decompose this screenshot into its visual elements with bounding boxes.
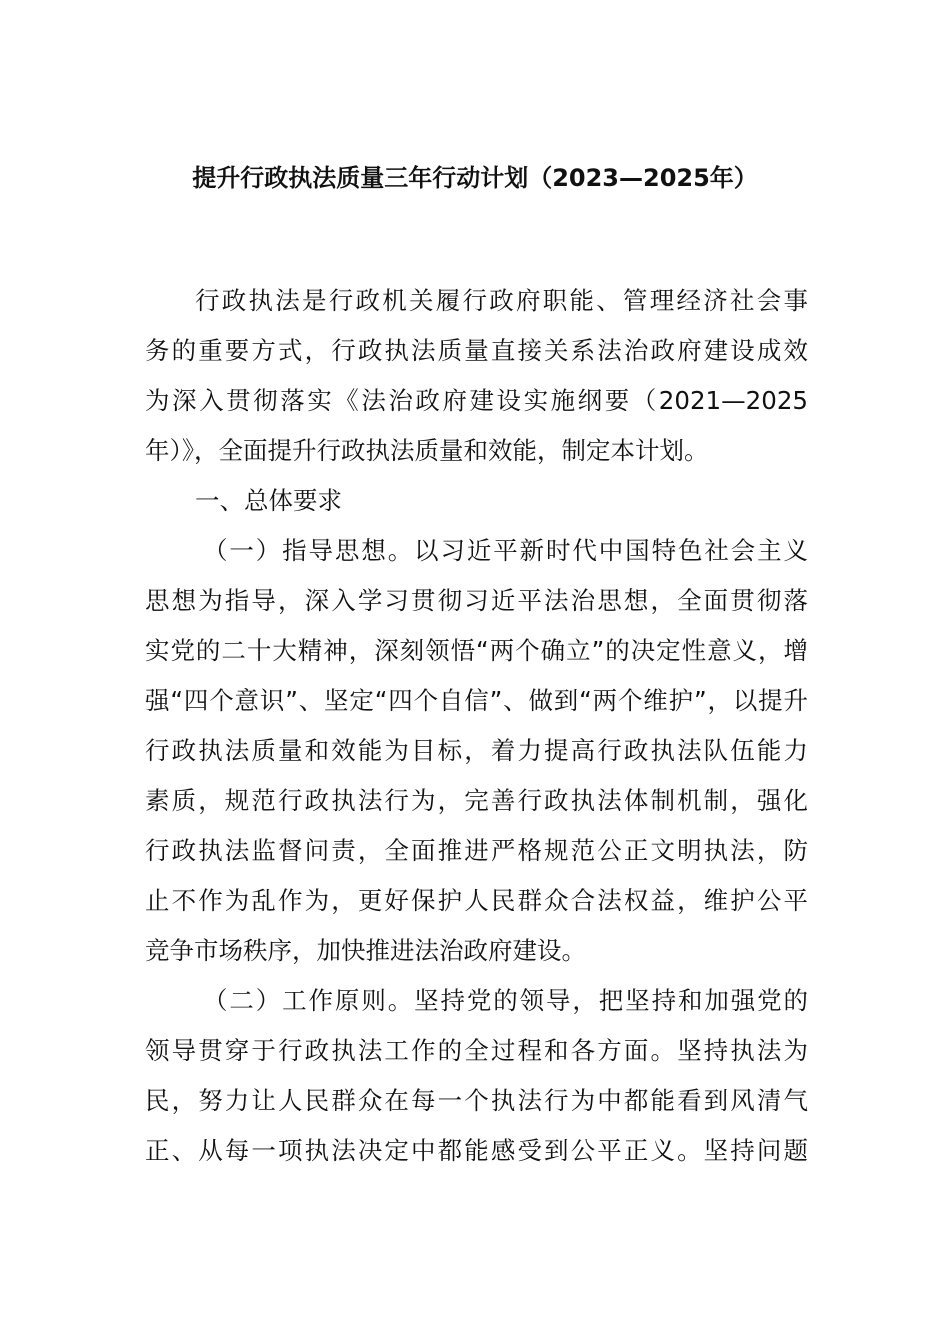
paragraph-line: 实党的二十大精神，深刻领悟“两个确立”的决定性意义，增: [145, 636, 808, 665]
paragraph-line: 止不作为乱作为，更好保护人民群众合法权益，维护公平: [145, 886, 808, 915]
paragraph-line: 行政执法是行政机关履行政府职能、管理经济社会事: [195, 286, 808, 315]
paragraph-line: 正、从每一项执法决定中都能感受到公平正义。坚持问题: [145, 1136, 808, 1165]
paragraph-line: 竞争市场秩序，加快推进法治政府建设。: [145, 936, 586, 965]
section-heading: 一、总体要求: [195, 486, 342, 515]
paragraph-line: 务的重要方式，行政执法质量直接关系法治政府建设成效: [145, 336, 808, 365]
paragraph-line: 素质，规范行政执法行为，完善行政执法体制机制，强化: [145, 786, 808, 815]
paragraph-line: 思想为指导，深入学习贯彻习近平法治思想，全面贯彻落: [145, 586, 808, 615]
paragraph-line: 年）》，全面提升行政执法质量和效能，制定本计划。: [145, 436, 709, 465]
document-body: [145, 276, 808, 1176]
paragraph-line: 强“四个意识”、坚定“四个自信”、做到“两个维护”，以提升: [145, 686, 808, 715]
paragraph-line: 为深入贯彻落实《法治政府建设实施纲要（2021—2025: [145, 386, 808, 415]
paragraph-line: 行政执法质量和效能为目标，着力提高行政执法队伍能力: [145, 736, 808, 765]
paragraph-line: 行政执法监督问责，全面推进严格规范公正文明执法，防: [145, 836, 808, 865]
document-title: 提升行政执法质量三年行动计划（2023—2025年）: [192, 164, 758, 192]
paragraph-line: （一）指导思想。以习近平新时代中国特色社会主义: [203, 536, 808, 565]
paragraph-line: 领导贯穿于行政执法工作的全过程和各方面。坚持执法为: [145, 1036, 808, 1065]
paragraph-line: 民，努力让人民群众在每一个执法行为中都能看到风清气: [145, 1086, 808, 1115]
paragraph-line: （二）工作原则。坚持党的领导，把坚持和加强党的: [203, 986, 808, 1015]
